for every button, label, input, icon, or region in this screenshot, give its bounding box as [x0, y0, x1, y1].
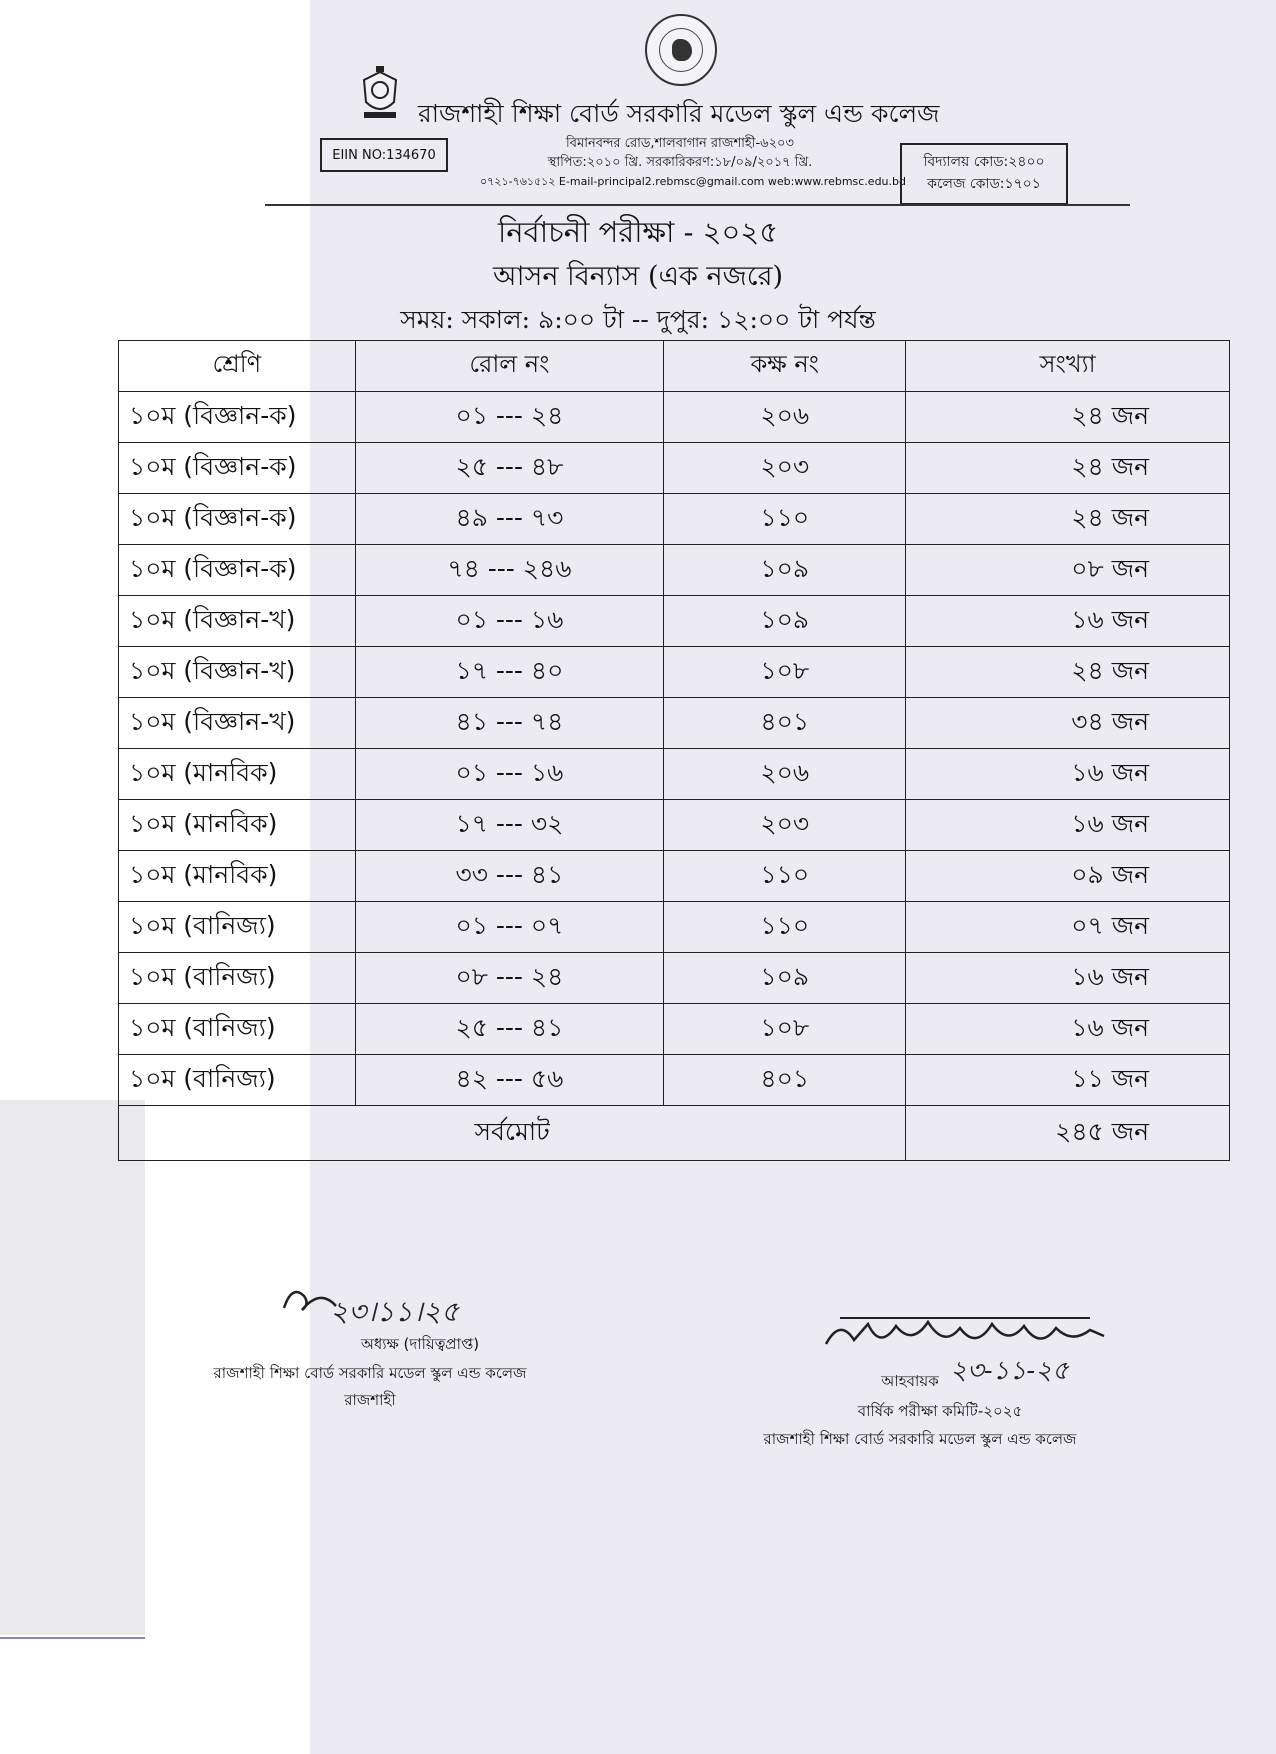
- cell-class: ১০ম (বিজ্ঞান-ক): [119, 392, 356, 443]
- cell-roll: ৪১ --- ৭৪: [355, 698, 664, 749]
- table-row: [119, 953, 1230, 1004]
- table-row: [119, 443, 1230, 494]
- cell-class: ১০ম (বিজ্ঞান-খ): [119, 596, 356, 647]
- table-row: [119, 698, 1230, 749]
- header-divider: [265, 204, 1130, 206]
- cell-class: ১০ম (মানবিক): [119, 800, 356, 851]
- table-row: [119, 902, 1230, 953]
- cell-room: ১১০: [664, 851, 906, 902]
- cell-roll: ৭৪ --- ২৪৬: [355, 545, 664, 596]
- address-line: বিমানবন্দর রোড,শালবাগান রাজশাহী-৬২০৩: [566, 136, 794, 151]
- cell-class: ১০ম (বানিজ্য): [119, 1004, 356, 1055]
- cell-room: ১১০: [664, 494, 906, 545]
- cell-class: ১০ম (বানিজ্য): [119, 1055, 356, 1106]
- cell-count: ১৬ জন: [906, 800, 1230, 851]
- school-crest-icon: [358, 66, 402, 124]
- committee-name: বার্ষিক পরীক্ষা কমিটি-২০২৫: [857, 1402, 1023, 1420]
- cell-room: ১০৮: [664, 1004, 906, 1055]
- principal-org: রাজশাহী শিক্ষা বোর্ড সরকারি মডেল স্কুল এন্ড কলেজ: [213, 1364, 527, 1382]
- total-row: [119, 1106, 1230, 1161]
- cell-room: ৪০১: [664, 698, 906, 749]
- cell-count: ৩৪ জন: [906, 698, 1230, 749]
- cell-roll: ০৮ --- ২৪: [355, 953, 664, 1004]
- eiin-box: EIIN NO:134670: [320, 138, 448, 172]
- scan-shadow: [0, 1100, 145, 1635]
- cell-class: ১০ম (বানিজ্য): [119, 953, 356, 1004]
- table-row: [119, 392, 1230, 443]
- cell-roll: ২৫ --- ৪১: [355, 1004, 664, 1055]
- government-seal-icon: [645, 14, 717, 86]
- college-code: কলেজ কোড:১৭০১: [927, 176, 1041, 192]
- total-label: সর্বমোট: [119, 1106, 906, 1161]
- principal-signature-icon: [280, 1278, 340, 1322]
- cell-roll: ০১ --- ১৬: [355, 596, 664, 647]
- cell-room: ১০৮: [664, 647, 906, 698]
- principal-title: অধ্যক্ষ (দায়িত্বপ্রাপ্ত): [360, 1335, 480, 1353]
- cell-class: ১০ম (বিজ্ঞান-খ): [119, 647, 356, 698]
- header-roll: রোল নং: [355, 341, 664, 392]
- seat-plan-table: [118, 340, 1230, 1161]
- convener-org: রাজশাহী শিক্ষা বোর্ড সরকারি মডেল স্কুল এন্ড কলেজ: [763, 1430, 1077, 1448]
- table-row: [119, 851, 1230, 902]
- school-name: রাজশাহী শিক্ষা বোর্ড সরকারি মডেল স্কুল এন্ড কলেজ: [418, 99, 940, 128]
- cell-room: ২০৩: [664, 800, 906, 851]
- cell-count: ১৬ জন: [906, 953, 1230, 1004]
- cell-count: ১৬ জন: [906, 596, 1230, 647]
- cell-count: ২৪ জন: [906, 443, 1230, 494]
- table-header-row: [119, 341, 1230, 392]
- table-row: [119, 1055, 1230, 1106]
- principal-signature-date: ২৩।১১।২৫: [330, 1295, 460, 1328]
- cell-class: ১০ম (বিজ্ঞান-খ): [119, 698, 356, 749]
- cell-class: ১০ম (বিজ্ঞান-ক): [119, 443, 356, 494]
- cell-class: ১০ম (বানিজ্য): [119, 902, 356, 953]
- seat-plan-title: আসন বিন্যাস (এক নজরে): [492, 261, 784, 292]
- cell-roll: ০১ --- ০৭: [355, 902, 664, 953]
- cell-room: ১০৯: [664, 953, 906, 1004]
- cell-count: ১১ জন: [906, 1055, 1230, 1106]
- cell-count: ০৯ জন: [906, 851, 1230, 902]
- code-box: [900, 143, 1068, 205]
- exam-time: সময়: সকাল: ৯:০০ টা -- দুপুর: ১২:০০ টা পর্যন্ত: [400, 305, 876, 334]
- cell-class: ১০ম (বিজ্ঞান-ক): [119, 494, 356, 545]
- cell-count: ০৭ জন: [906, 902, 1230, 953]
- table-row: [119, 596, 1230, 647]
- contact-line: ০৭২১-৭৬১৫১২ E-mail-principal2.rebmsc@gmail.com web:www.rebmsc.edu.bd: [480, 175, 906, 188]
- exam-title: নির্বাচনী পরীক্ষা - ২০২৫: [497, 215, 779, 249]
- cell-roll: ২৫ --- ৪৮: [355, 443, 664, 494]
- cell-room: ৪০১: [664, 1055, 906, 1106]
- cell-roll: ৩৩ --- ৪১: [355, 851, 664, 902]
- cell-room: ১০৯: [664, 596, 906, 647]
- cell-roll: ০১ --- ১৬: [355, 749, 664, 800]
- school-code: বিদ্যালয় কোড:২৪০০: [923, 154, 1045, 170]
- cell-class: ১০ম (মানবিক): [119, 851, 356, 902]
- cell-roll: ৪৯ --- ৭৩: [355, 494, 664, 545]
- cell-roll: ০১ --- ২৪: [355, 392, 664, 443]
- convener-title: আহবায়ক: [881, 1372, 939, 1390]
- convener-signature-date: ২৩-১১-২৫: [950, 1356, 1069, 1386]
- header-count: সংখ্যা: [906, 341, 1230, 392]
- cell-room: ২০৬: [664, 749, 906, 800]
- cell-count: ১৬ জন: [906, 749, 1230, 800]
- cell-count: ০৮ জন: [906, 545, 1230, 596]
- cell-class: ১০ম (বিজ্ঞান-ক): [119, 545, 356, 596]
- cell-count: ২৪ জন: [906, 647, 1230, 698]
- table-row: [119, 800, 1230, 851]
- total-value: ২৪৫ জন: [906, 1106, 1230, 1161]
- scan-line: [0, 1637, 145, 1639]
- cell-room: ১১০: [664, 902, 906, 953]
- principal-city: রাজশাহী: [344, 1391, 396, 1409]
- cell-count: ১৬ জন: [906, 1004, 1230, 1055]
- cell-roll: ৪২ --- ৫৬: [355, 1055, 664, 1106]
- cell-room: ২০৩: [664, 443, 906, 494]
- table-row: [119, 545, 1230, 596]
- header-room: কক্ষ নং: [664, 341, 906, 392]
- cell-count: ২৪ জন: [906, 494, 1230, 545]
- cell-room: ১০৯: [664, 545, 906, 596]
- table-row: [119, 1004, 1230, 1055]
- table-row: [119, 749, 1230, 800]
- header-class: শ্রেণি: [119, 341, 356, 392]
- table-row: [119, 494, 1230, 545]
- cell-roll: ১৭ --- ৪০: [355, 647, 664, 698]
- cell-room: ২০৬: [664, 392, 906, 443]
- cell-count: ২৪ জন: [906, 392, 1230, 443]
- table-row: [119, 647, 1230, 698]
- established-line: স্থাপিত:২০১০ খ্রি. সরকারিকরণ:১৮/০৯/২০১৭ খ্রি.: [547, 155, 813, 170]
- cell-class: ১০ম (মানবিক): [119, 749, 356, 800]
- cell-roll: ১৭ --- ৩২: [355, 800, 664, 851]
